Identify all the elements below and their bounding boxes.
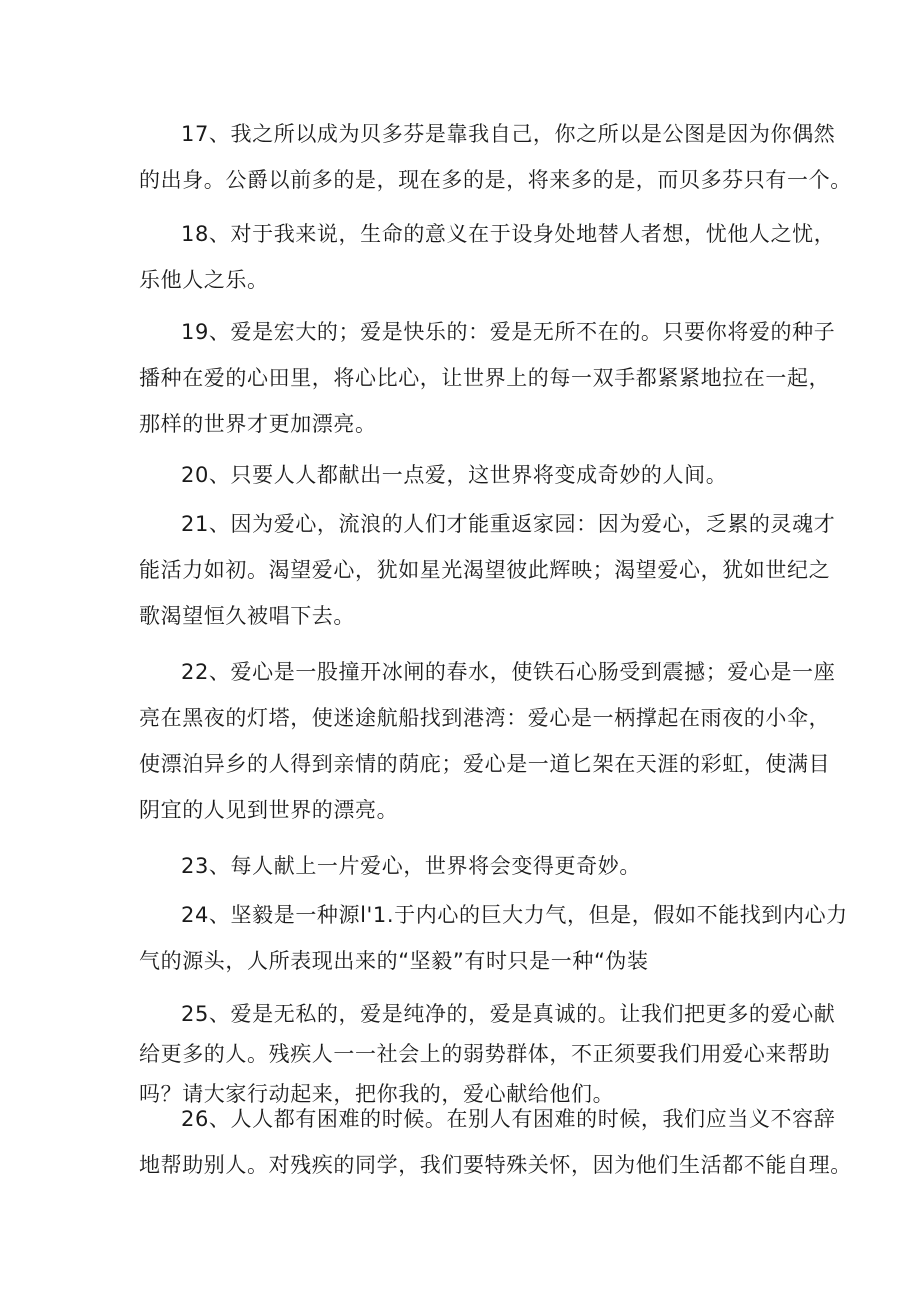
text-line: 的出身。公爵以前多的是，现在多的是，将来多的是，而贝多芬只有一个。 xyxy=(139,168,852,192)
text-line: 亮在黑夜的灯塔，使迷途航船找到港湾：爱心是一柄撑起在雨夜的小伞， xyxy=(139,706,831,730)
text-line: 那样的世界才更加漂亮。 xyxy=(139,412,377,436)
text-line: 18、对于我来说，生命的意义在于设身处地替人者想，忧他人之忧， xyxy=(181,222,836,246)
text-line: 歌渴望恒久被唱下去。 xyxy=(139,604,355,628)
text-line: 24、坚毅是一种源l'1.于内心的巨大力气，但是，假如不能找到内心力 xyxy=(181,903,848,927)
text-line: 25、爱是无私的，爱是纯净的，爱是真诚的。让我们把更多的爱心献 xyxy=(181,1002,836,1026)
paragraph-20 xyxy=(139,452,799,498)
text-line: 使漂泊异乡的人得到亲情的荫庇；爱心是一道匕架在天涯的彩虹，使满目 xyxy=(139,752,831,776)
paragraph-19 xyxy=(139,309,836,447)
text-line: 给更多的人。残疾人一一社会上的弱势群体，不正须要我们用爱心来帮助 xyxy=(139,1042,831,1066)
text-line: 地帮助别人。对残疾的同学，我们要特殊关怀，因为他们生活都不能自理。 xyxy=(139,1153,852,1177)
paragraph-24 xyxy=(139,892,848,984)
text-line: 气的源头，人所表现出来的“坚毅”有时只是一种“伪装 xyxy=(139,949,649,973)
text-line: 26、人人都有困难的时候。在别人有困难的时候，我们应当义不容辞 xyxy=(181,1107,836,1131)
paragraph-17 xyxy=(139,111,852,203)
text-line: 乐他人之乐。 xyxy=(139,268,269,292)
text-line: 吗？请大家行动起来，把你我的，爱心献给他们。 xyxy=(139,1082,615,1106)
text-line: 能活力如初。渴望爱心，犹如星光渴望彼此辉映；渴望爱心，犹如世纪之 xyxy=(139,558,831,582)
text-line: 17、我之所以成为贝多芬是靠我自己，你之所以是公图是因为你偶然 xyxy=(181,122,836,146)
text-line: 21、因为爱心，流浪的人们才能重返家园：因为爱心，乏累的灵魂才 xyxy=(181,512,836,536)
text-line: 22、爱心是一股撞开冰闸的春水，使铁石心肠受到震撼；爱心是一座 xyxy=(181,660,836,684)
paragraph-22 xyxy=(139,649,836,833)
text-line: 19、爱是宏大的；爱是快乐的：爱是无所不在的。只要你将爱的种子 xyxy=(181,320,836,344)
paragraph-26 xyxy=(139,1096,852,1188)
text-line: 20、只要人人都献出一点爱，这世界将变成奇妙的人间。 xyxy=(181,463,728,487)
paragraph-23 xyxy=(139,843,799,889)
paragraph-21 xyxy=(139,501,836,639)
text-line: 播种在爱的心田里，将心比心，让世界上的每一双手都紧紧地拉在一起， xyxy=(139,366,831,390)
paragraph-18 xyxy=(139,211,836,303)
text-line: 23、每人献上一片爱心，世界将会变得更奇妙。 xyxy=(181,854,641,878)
text-line: 阴宜的人见到世界的漂亮。 xyxy=(139,798,399,822)
